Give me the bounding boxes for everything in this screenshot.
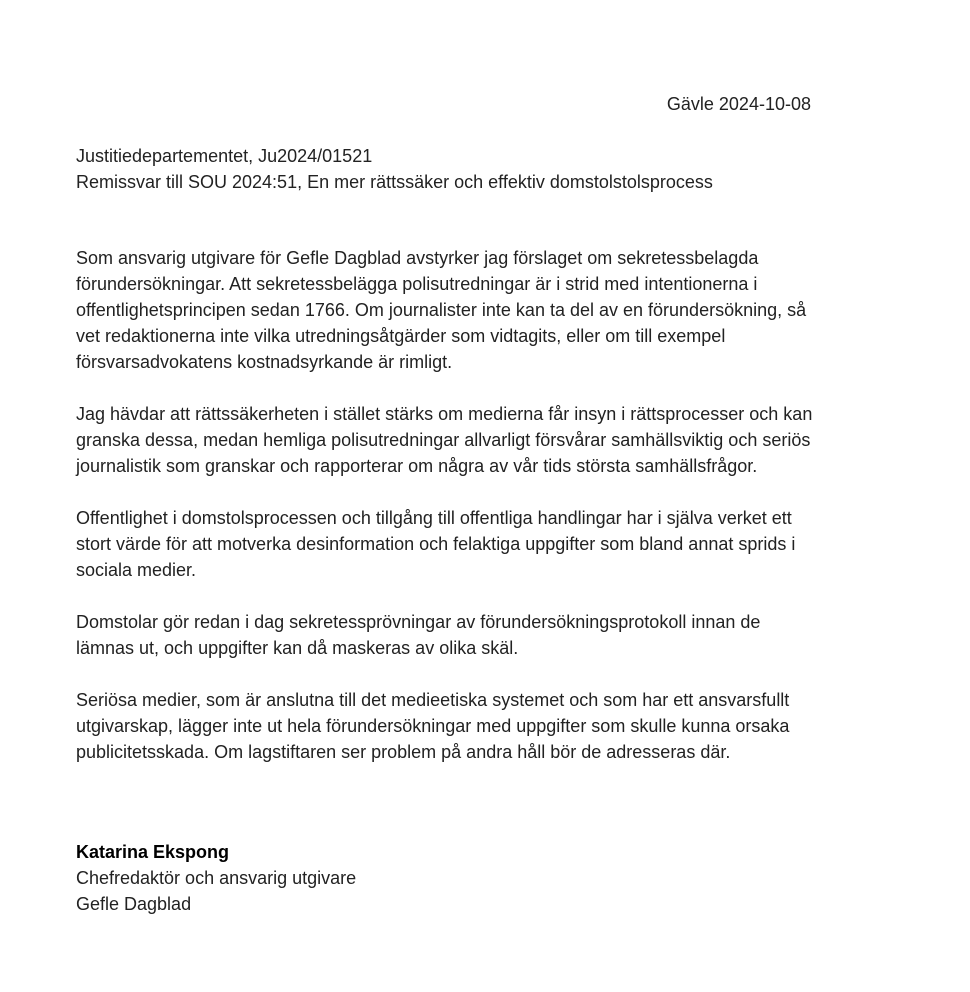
signature-block — [76, 839, 896, 917]
paragraph-line: förundersökningar. Att sekretessbelägga polisutredningar är i strid med intentionerna i — [76, 274, 758, 294]
subject-line: Remissvar till SOU 2024:51, En mer rättssäker och effektiv domstolstolsprocess — [76, 172, 713, 192]
paragraph-line: granska dessa, medan hemliga polisutredningar allvarligt försvårar samhällsviktig och seriös — [76, 430, 811, 450]
paragraph-line: Offentlighet i domstolsprocessen och tillgång till offentliga handlingar har i själva verket ett — [76, 508, 792, 528]
paragraph-line: Som ansvarig utgivare för Gefle Dagblad avstyrker jag förslaget om sekretessbelagda — [76, 248, 759, 268]
paragraph-line: vet redaktionerna inte vilka utredningsåtgärder som vidtagits, eller om till exempel — [76, 326, 726, 346]
paragraph-line: utgivarskap, lägger inte ut hela förundersökningar med uppgifter som skulle kunna orsaka — [76, 716, 790, 736]
place-date: Gävle 2024-10-08 — [666, 94, 811, 114]
paragraph-line: sociala medier. — [76, 560, 197, 580]
paragraph-line: journalistik som granskar och rapporterar om några av vår tids största samhällsfrågor. — [76, 456, 758, 476]
paragraph-line: publicitetsskada. Om lagstiftaren ser problem på andra håll bör de adresseras där. — [76, 742, 731, 762]
paragraph-line: Domstolar gör redan i dag sekretessprövningar av förundersökningsprotokoll innan de — [76, 612, 761, 632]
paragraph-line: lämnas ut, och uppgifter kan då maskeras av olika skäl. — [76, 638, 519, 658]
signatory-organization: Gefle Dagblad — [76, 894, 192, 914]
paragraph-line: försvarsadvokatens kostnadsyrkande är rimligt. — [76, 352, 453, 372]
letter-header — [76, 143, 896, 195]
paragraph — [76, 401, 896, 479]
paragraph-line: offentlighetsprincipen sedan 1766. Om journalister inte kan ta del av en förundersökning, så — [76, 300, 807, 320]
paragraph — [76, 687, 896, 765]
paragraph-line: Jag hävdar att rättssäkerheten i stället stärks om medierna får insyn i rättsprocesser och kan — [76, 404, 813, 424]
reference-line: Justitiedepartementet, Ju2024/01521 — [76, 146, 373, 166]
signatory-name: Katarina Ekspong — [76, 842, 230, 862]
signatory-title: Chefredaktör och ansvarig utgivare — [76, 868, 357, 888]
letter-body — [76, 245, 896, 765]
paragraph-line: stort värde för att motverka desinformation och felaktiga uppgifter som bland annat sprids i — [76, 534, 796, 554]
paragraph — [76, 505, 896, 583]
paragraph — [76, 245, 896, 375]
paragraph — [76, 609, 896, 661]
paragraph-line: Seriösa medier, som är anslutna till det medieetiska systemet och som har ett ansvarsfullt — [76, 690, 790, 710]
